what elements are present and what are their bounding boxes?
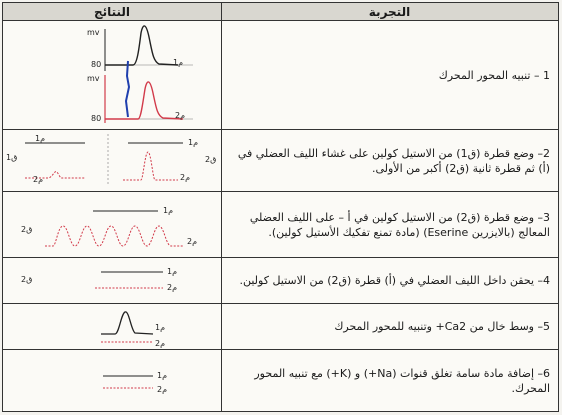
experiment-4-text: 4– يحقن داخل الليف العضلي في (أ) قطرة (ق2) من الاستيل كولين. <box>239 274 550 287</box>
result-1-graph <box>3 21 221 129</box>
result-5 <box>3 304 221 349</box>
experiment-6-text: 6– إضافة مادة سامة تغلق قنوات (Na+) و (K+) مع تنبيه المحور المحرك. <box>254 367 550 395</box>
q2-label: ق2 <box>21 275 33 284</box>
experiment-2-text: 2– وضع قطرة (ق1) من الاستيل كولين على غشاء الليف العضلي في (أ) ثم قطرة ثانية (ق2) أكبر من الأولى. <box>237 146 550 175</box>
m1-label: م1 <box>167 267 178 276</box>
result-3-graph <box>3 192 221 257</box>
q1-label: ق1 <box>6 153 18 162</box>
experiment-2 <box>225 130 550 191</box>
action-potential-top <box>105 26 178 65</box>
action-potential-bottom <box>105 82 186 120</box>
experiment-6 <box>225 350 550 412</box>
m2-trace-right <box>123 152 178 180</box>
header-results: النتائج <box>3 3 221 21</box>
m2-label: م2 <box>187 237 198 246</box>
result-1 <box>3 21 221 129</box>
experiment-5 <box>225 304 550 349</box>
experiment-1-text: 1 – تنبيه المحور المحرك <box>438 68 550 82</box>
result-3 <box>3 192 221 257</box>
m2-label: م2 <box>155 339 166 348</box>
result-4-graph <box>3 258 221 303</box>
result-6-graph <box>3 350 221 412</box>
experiment-3-text: 3– وضع قطرة (ق2) من الاستيل كولين في أ – على الليف العضلي المعالج (بالايزرين Eserine) (مادة تمنع تفكيك الأستيل كولين). <box>249 210 550 239</box>
experiment-3 <box>225 192 550 257</box>
result-2-graph <box>3 130 221 191</box>
result-2 <box>3 130 221 191</box>
v80-label-bottom: 80 <box>91 114 102 123</box>
m1-label: م1 <box>173 58 184 67</box>
q2-label: ق2 <box>21 225 33 234</box>
experiment-4 <box>225 258 550 303</box>
experiment-5-text: 5– وسط خال من Ca2+ وتنبيه للمحور المحرك <box>334 320 550 333</box>
experiment-1 <box>225 21 550 129</box>
result-5-graph <box>3 304 221 349</box>
m2-label: م2 <box>175 111 186 120</box>
m2-label: م2 <box>157 385 168 394</box>
m2-label-left: م2 <box>33 175 44 184</box>
m1-action-potential <box>101 312 153 334</box>
m1-label: م1 <box>155 323 166 332</box>
mv-label-bottom: mv <box>87 74 100 83</box>
m2-label-right: م2 <box>180 173 191 182</box>
m2-label: م2 <box>167 283 178 292</box>
header-experiment: التجربة <box>221 3 558 21</box>
q2-label: ق2 <box>205 155 217 164</box>
m1-label: م1 <box>157 371 168 380</box>
mv-label-top: mv <box>87 28 100 37</box>
result-6 <box>3 350 221 412</box>
m1-label-right: م1 <box>188 138 199 147</box>
m1-label-left: م1 <box>35 134 46 143</box>
result-4 <box>3 258 221 303</box>
v80-label-top: 80 <box>91 60 102 69</box>
results-table <box>2 2 559 412</box>
m1-label: م1 <box>163 206 174 215</box>
m2-oscillation <box>45 226 183 246</box>
stimulus-line <box>126 61 129 117</box>
